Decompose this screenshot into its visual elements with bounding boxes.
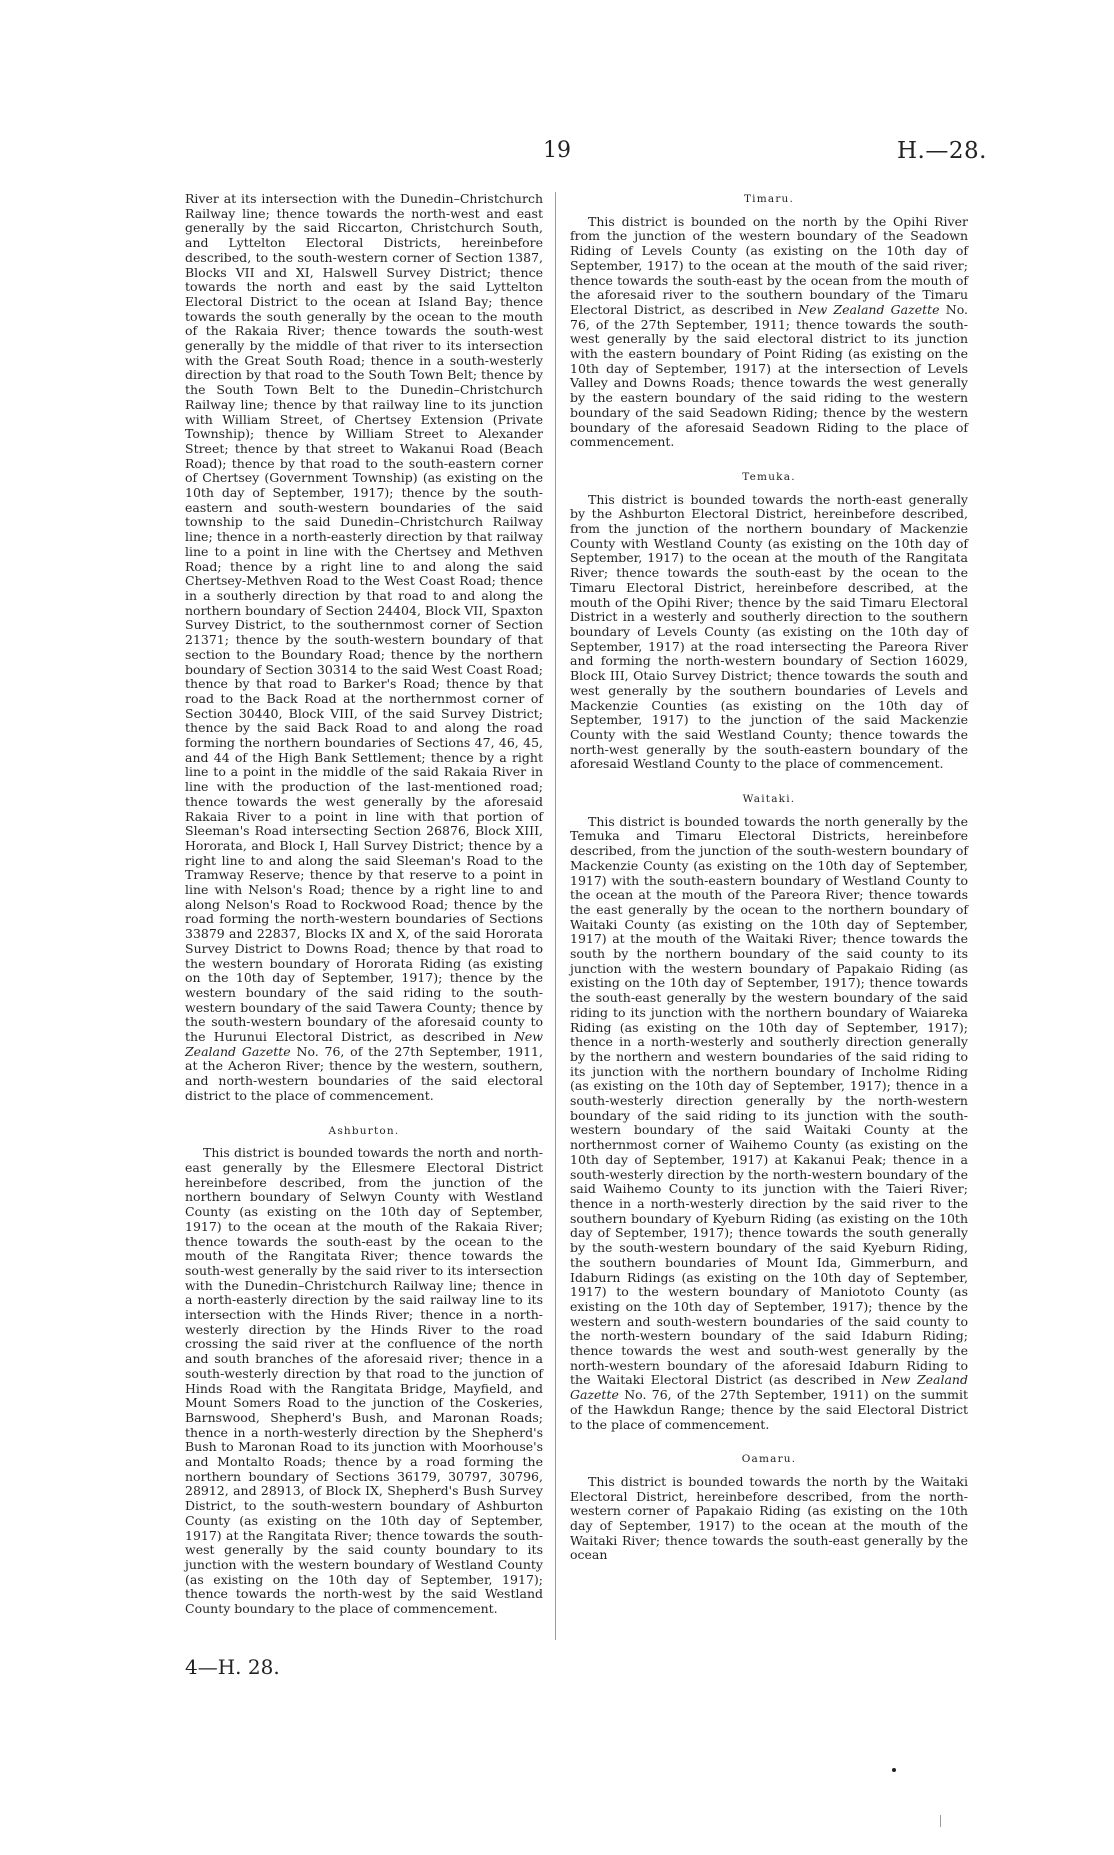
section-heading-ashburton: Ashburton. bbox=[328, 1124, 400, 1137]
section-heading-oamaru: Oamaru. bbox=[741, 1453, 797, 1466]
left-column bbox=[185, 192, 543, 1617]
printer-dot-mark bbox=[892, 1768, 896, 1772]
section-body-ashburton: This district is bounded towards the north and north-east generally by the Ellesmere Electoral District hereinbefore described, from the junction of the northern boundary of Selwyn County with Westland County (as existing on the 10th day of September, 1917) to the ocean at the mouth of the Rakaia River; thence towards the south-east by the ocean to the mouth of the Rangitata River; thence towards the south-west generally by the said river to its intersection with the Dunedin–Christchurch Railway line; thence in a north-easterly direction by the said railway line to its intersection with the Hinds River; thence in a north-westerly direction by the Hinds River to the road crossing the said river at the confluence of the north and south branches of the aforesaid river; thence in a south-westerly direction by that road to the junction of Hinds Road with the Rangitata Bridge, Mayfield, and Mount Somers Road to the junction of the Coskeries, Barnswood, Shepherd's Bush, and Maronan Roads; thence in a north-westerly direction by the Shepherd's Bush to Maronan Road to its junction with Moorhouse's and Montalto Roads; thence by a road forming the northern boundary of Sections 36179, 30797, 30796, 28912, and 28913, of Block IX, Shepherd's Bush Survey District, to the south-western boundary of Ashburton County (as existing on the 10th day of September, 1917) at the Rangitata River; thence towards the south-west generally by the said county boundary to its junction with the western boundary of Westland County (as existing on the 10th day of September, 1917); thence towards the north-west by the said Westland County boundary to the place of commencement. bbox=[185, 1145, 543, 1617]
section-heading-temuka: Temuka. bbox=[742, 470, 796, 483]
footer-signature: 4—H. 28. bbox=[185, 1655, 280, 1679]
continued-paragraph: River at its intersection with the Dunedin–Christchurch Railway line; thence towards the north-west and east generally by the said Riccarton, Christchurch South, and Lyttelton Electoral Districts, hereinbefore described, to the south-western corner of Section 1387, Blocks VII and XI, Halswell Survey District; thence towards the north and east by the said Lyttelton Electoral District to the ocean at Island Bay; thence towards the south generally by the ocean to the mouth of the Rakaia River; thence towards the south-west generally by the middle of that river to its intersection with the Great South Road; thence in a south-westerly direction by that road to the South Town Belt; thence by the South Town Belt to the Dunedin–Christchurch Railway line; thence by that railway line to its junction with William Street, of Chertsey Extension (Private Township); thence by William Street to Alexander Street; thence by that street to Wakanui Road (Beach Road); thence by that road to the south-eastern corner of Chertsey (Government Township) (as existing on the 10th day of September, 1917); thence by the south-eastern and south-western boundaries of the said township to the said Dunedin–Christchurch Railway line; thence in a north-easterly direction by that railway line to a point in line with the Chertsey and Methven Road; thence by a right line to and along the said Chertsey-Methven Road to the West Coast Road; thence in a southerly direction by that road to and along the northern boundary of Section 24404, Block VII, Spaxton Survey District, to the southernmost corner of Section 21371; thence by the south-western boundary of that section to the Boundary Road; thence by the northern boundary of Section 30314 to the said West Coast Road; thence by that road to Barker's Road; thence by that road to the Back Road at the northernmost corner of Section 30440, Block VIII, of the said Survey District; thence by the said Back Road to and along the road forming the northern boundaries of Sections 47, 46, 45, and 44 of the High Bank Settlement; thence by a right line to a point in the middle of the said Rakaia River in line with the production of the last-mentioned road; thence towards the west generally by the aforesaid Rakaia River to a point in line with that portion of Sleeman's Road intersecting Section 26876, Block XIII, Hororata, and Block I, Hall Survey District; thence by a right line to and along the said Sleeman's Road to the Tramway Reserve; thence by that reserve to a point in line with Nelson's Road; thence by a right line to and along Nelson's Road to Rockwood Road; thence by the road forming the north-western boundaries of Sections 33879 and 22837, Blocks IX and X, of the said Hororata Survey District to Downs Road; thence by that road to the western boundary of Hororata Riding (as existing on the 10th day of September, 1917); thence by the western boundary of the said riding to the south-western boundary of the said Tawera County; thence by the south-western boundary of the aforesaid county to the Hurunui Electoral District, as described in New Zealand Gazette No. 76, of the 27th September, 1911, at the Acheron River; thence by the western, southern, and north-western boundaries of the said electoral district to the place of commencement. bbox=[185, 191, 543, 1103]
column-divider bbox=[555, 192, 556, 1640]
section-body-waitaki: This district is bounded towards the north generally by the Temuka and Timaru Electoral Districts, hereinbefore described, from the junction of the south-western boundary of Mackenzie County (as existing on the 10th day of September, 1917) with the south-eastern boundary of Westland County to the ocean at the mouth of the Pareora River; thence towards the east generally by the ocean to the northern boundary of Waitaki County (as existing on the 10th day of September, 1917) at the mouth of the Waitaki River; thence towards the south by the northern boundary of the said county to its junction with the western boundary of Papakaio Riding (as existing on the 10th day of September, 1917); thence towards the south-east generally by the western boundary of the said riding to its junction with the northern boundary of Waiareka Riding (as existing on the 10th day of September, 1917); thence in a north-westerly and southerly direction generally by the northern and western boundaries of the said riding to its junction with the northern boundary of Incholme Riding (as existing on the 10th day of September, 1917); thence in a south-westerly direction generally by the north-western boundary of the said riding to its junction with the south-western boundary of the said Waitaki County at the northernmost corner of Waihemo County (as existing on the 10th day of September, 1917) at Kakanui Peak; thence in a south-westerly direction by the north-western boundary of the said Waihemo County to its junction with the Taieri River; thence in a north-westerly direction by the said river to the southern boundary of Kyeburn Riding (as existing on the 10th day of September, 1917); thence towards the south generally by the south-western boundary of the said Kyeburn Riding, the southern boundaries of Mount Ida, Gimmerburn, and Idaburn Ridings (as existing on the 10th day of September, 1917) to the western boundary of Maniototo County (as existing on the 10th day of September, 1917); thence by the western and south-western boundaries of the said county to the north-western boundary of the said Idaburn Riding; thence towards the west and south-west generally by the north-western boundary of the aforesaid Idaburn Riding to the Waitaki Electoral District (as described in New Zealand Gazette No. 76, of the 27th September, 1911) on the summit of the Hawkdun Range; thence by the said Electoral District to the place of commencement. bbox=[570, 813, 968, 1432]
section-body-oamaru: This district is bounded towards the north by the Waitaki Electoral District, hereinbefore described, from the north-western corner of Papakaio Riding (as existing on the 10th day of September, 1917) to the ocean at the mouth of the Waitaki River; thence towards the south-east generally by the ocean bbox=[570, 1473, 968, 1563]
section-body-timaru: This district is bounded on the north by the Opihi River from the junction of the western boundary of the Seadown Riding of Levels County (as existing on the 10th day of September, 1917) to the ocean at the mouth of the said river; thence towards the south-east by the ocean from the mouth of the aforesaid river to the southern boundary of the Timaru Electoral District, as described in New Zealand Gazette No. 76, of the 27th September, 1911; thence towards the south-west generally by the said electoral district to its junction with the eastern boundary of Point Riding (as existing on the 10th day of September, 1917) at the intersection of Levels Valley and Downs Roads; thence towards the west generally by the eastern boundary of the said riding to the western boundary of the said Seadown Riding; thence by the western boundary of the aforesaid Seadown Riding to the place of commencement. bbox=[570, 213, 968, 450]
document-code: H.—28. bbox=[897, 138, 987, 164]
right-column bbox=[570, 192, 968, 1563]
section-heading-timaru: Timaru. bbox=[743, 193, 795, 205]
printer-tick-mark bbox=[940, 1815, 941, 1827]
section-heading-waitaki: Waitaki. bbox=[742, 793, 796, 806]
page-number: 19 bbox=[543, 138, 571, 163]
section-body-temuka: This district is bounded towards the north-east generally by the Ashburton Electoral District, hereinbefore described, from the junction of the northern boundary of Mackenzie County with Westland County (as existing on the 10th day of September, 1917) to the ocean at the mouth of the Rangitata River; thence towards the south-east by the ocean to the Timaru Electoral District, hereinbefore described, at the mouth of the Opihi River; thence by the said Timaru Electoral District in a westerly and southerly direction to the southern boundary of Levels County (as existing on the 10th day of September, 1917) at the road intersecting the Pareora River and forming the north-western boundary of Section 16029, Block III, Otaio Survey District; thence towards the south and west generally by the southern boundaries of Levels and Mackenzie Counties (as existing on the 10th day of September, 1917) to the junction of the said Mackenzie County with the said Westland County; thence towards the north-west generally by the south-eastern boundary of the aforesaid Westland County to the place of commencement. bbox=[570, 491, 968, 772]
